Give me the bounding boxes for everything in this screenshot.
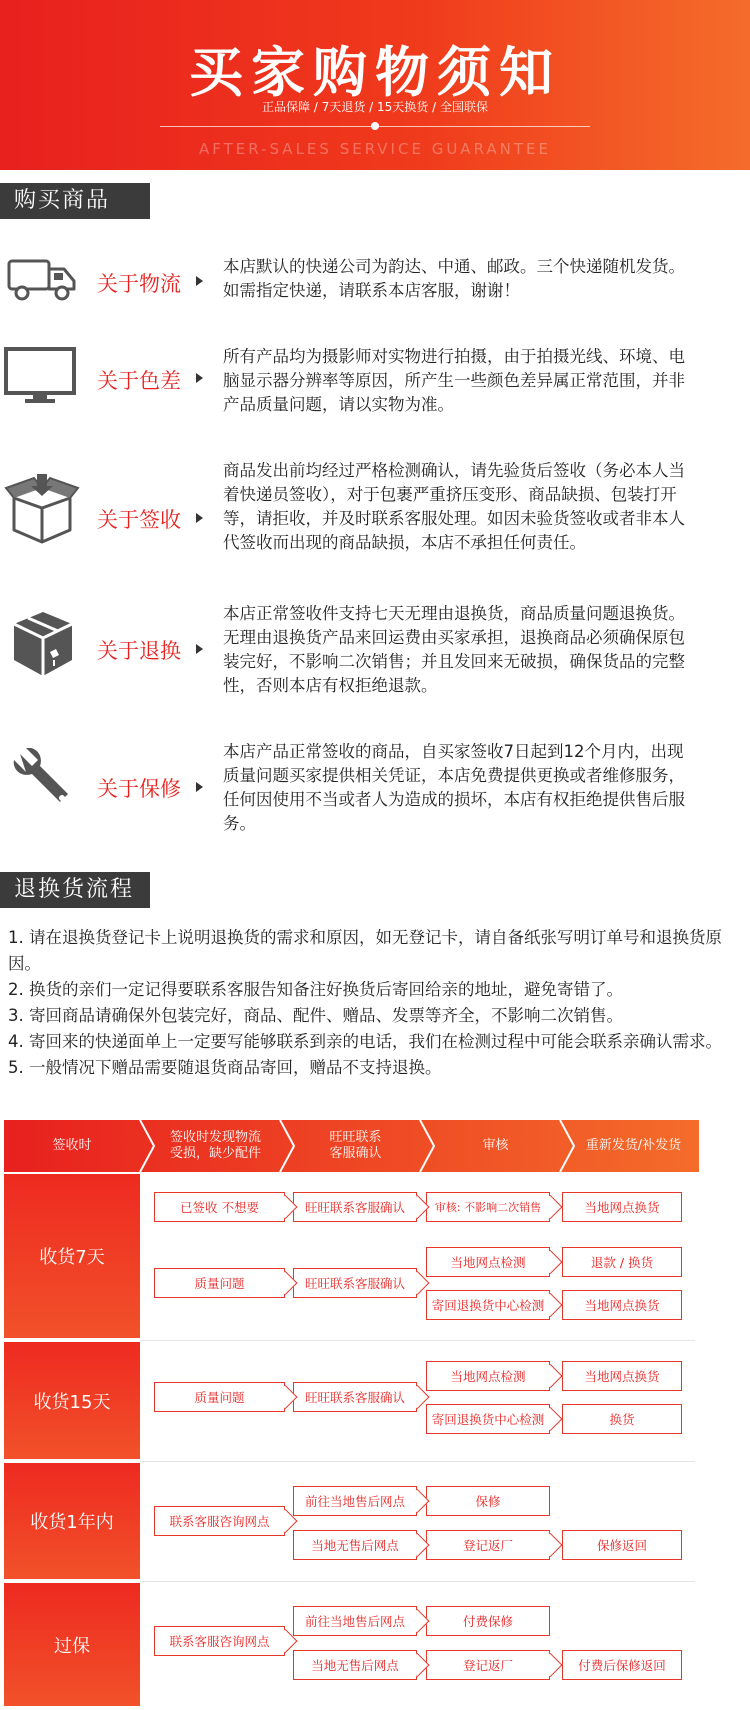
item-text: 本店默认的快递公司为韵达、中通、邮政。三个快递随机发货。如需指定快递，请联系本店客服，谢谢！	[223, 257, 685, 300]
flow-step: 保修返回	[562, 1530, 682, 1560]
flow-step: 联系客服咨询网点	[154, 1626, 285, 1656]
rule-item: 2. 换货的亲们一定记得要联系客服告知备注好换货后寄回给亲的地址，避免寄错了。	[8, 980, 623, 999]
item-label: 关于色差	[97, 369, 181, 393]
item-label: 关于退换	[97, 639, 181, 663]
row-label: 收货1年内	[4, 1463, 140, 1579]
row-label: 收货7天	[4, 1174, 140, 1338]
flow-header-col: 签收时发现物流 受损，缺少配件	[169, 1130, 261, 1161]
flow-step: 当地网点换货	[562, 1192, 682, 1222]
row-label: 过保	[4, 1583, 140, 1706]
flow-step: 质量问题	[154, 1268, 285, 1298]
arrow-right-icon	[196, 373, 203, 383]
flow-step: 登记返厂	[426, 1530, 550, 1560]
banner	[0, 0, 750, 170]
item-label: 关于签收	[97, 508, 181, 532]
flow-step: 退款 / 换货	[562, 1247, 682, 1277]
item-text: 商品发出前均经过严格检测确认，请先验货后签收（务必本人当着快递员签收），对于包裹严重挤压变形、商品缺损、包装打开等，请拒收，并及时联系客服处理。如因未验货签收或者非本人代签收而出现的商品缺损，本店不承担任何责任。	[223, 461, 685, 552]
arrow-right-icon	[196, 644, 203, 654]
flow-step: 换货	[562, 1404, 682, 1434]
banner-divider-dot	[371, 122, 379, 130]
flow-step: 审核: 不影响二次销售	[426, 1192, 550, 1222]
flow-step: 登记返厂	[426, 1650, 550, 1680]
item-logistics	[0, 245, 750, 325]
wrench-icon	[12, 748, 72, 808]
rule-item: 5. 一般情况下赠品需要随退货商品寄回，赠品不支持退换。	[8, 1058, 442, 1077]
item-text: 本店产品正常签收的商品，自买家签收7日起到12个月内，出现质量问题买家提供相关凭证，本店免费提供更换或者维修服务，任何因使用不当或者人为造成的损坏，本店有权拒绝提供售后服务。	[223, 742, 685, 833]
flow-step: 前往当地售后网点	[293, 1606, 417, 1636]
truck-icon	[6, 249, 78, 309]
section-purchase: 购买商品	[0, 183, 150, 219]
banner-english: AFTER-SALES SERVICE GUARANTEE	[199, 140, 551, 158]
arrow-right-icon	[196, 513, 203, 523]
flow-step: 旺旺联系客服确认	[293, 1268, 417, 1298]
flow-step: 旺旺联系客服确认	[293, 1192, 417, 1222]
package-icon	[10, 608, 76, 680]
flow-step: 当地网点检测	[426, 1247, 550, 1277]
flow-header-col: 签收时	[52, 1138, 92, 1153]
flow-step: 质量问题	[154, 1382, 285, 1412]
section-return-flow: 退换货流程	[0, 872, 150, 908]
flow-step: 当地网点换货	[562, 1361, 682, 1391]
rule-item: 1. 请在退换货登记卡上说明退换货的需求和原因，如无登记卡，请自备纸张写明订单号和退换货原因。	[8, 928, 722, 973]
flow-header-col: 重新发货/补发货	[585, 1138, 682, 1153]
item-text: 本店正常签收件支持七天无理由退换货，商品质量问题退换货。无理由退换货产品来回运费由买家承担，退换商品必须确保原包装完好，不影响二次销售；并且发回来无破损，确保货品的完整性，否则本店有权拒绝退款。	[223, 604, 685, 695]
flow-step: 已签收 不想要	[154, 1192, 285, 1222]
row-divider	[140, 1581, 695, 1582]
item-warranty	[0, 740, 750, 840]
flow-step: 付费保修	[426, 1606, 550, 1636]
flow-header-col: 审核	[482, 1138, 509, 1153]
item-signing	[0, 462, 750, 582]
flow-step: 寄回退换货中心检测	[426, 1404, 550, 1434]
flow-step: 付费后保修返回	[562, 1650, 682, 1680]
flow-step: 当地网点换货	[562, 1290, 682, 1320]
row-label: 收货15天	[4, 1342, 140, 1459]
arrow-right-icon	[196, 782, 203, 792]
monitor-icon	[3, 346, 77, 406]
flow-step: 当地无售后网点	[293, 1650, 417, 1680]
item-return	[0, 602, 750, 702]
item-label: 关于物流	[97, 272, 181, 296]
row-divider	[140, 1461, 695, 1462]
flow-step: 前往当地售后网点	[293, 1486, 417, 1516]
page-title: 买家购物须知	[189, 41, 561, 104]
flow-step: 当地无售后网点	[293, 1530, 417, 1560]
flow-step: 保修	[426, 1486, 550, 1516]
open-box-icon	[4, 472, 80, 544]
flow-step: 联系客服咨询网点	[154, 1506, 285, 1536]
return-rules	[8, 925, 728, 1081]
item-color	[0, 340, 750, 430]
rule-item: 3. 寄回商品请确保外包装完好，商品、配件、赠品、发票等齐全，不影响二次销售。	[8, 1006, 623, 1025]
flow-header-col: 旺旺联系 客服确认	[329, 1130, 382, 1161]
banner-subtitle: 正品保障 / 7天退货 / 15天换货 / 全国联保	[262, 100, 488, 114]
row-divider	[140, 1340, 695, 1341]
arrow-right-icon	[196, 276, 203, 286]
rule-item: 4. 寄回来的快递面单上一定要写能够联系到亲的电话，我们在检测过程中可能会联系亲确认需求。	[8, 1032, 722, 1051]
flow-step: 寄回退换货中心检测	[426, 1290, 550, 1320]
item-label: 关于保修	[97, 777, 181, 801]
flow-step: 旺旺联系客服确认	[293, 1382, 417, 1412]
flow-step: 当地网点检测	[426, 1361, 550, 1391]
item-text: 所有产品均为摄影师对实物进行拍摄，由于拍摄光线、环境、电脑显示器分辨率等原因，所产生一些颜色差异属正常范围，并非产品质量问题，请以实物为准。	[223, 347, 685, 414]
